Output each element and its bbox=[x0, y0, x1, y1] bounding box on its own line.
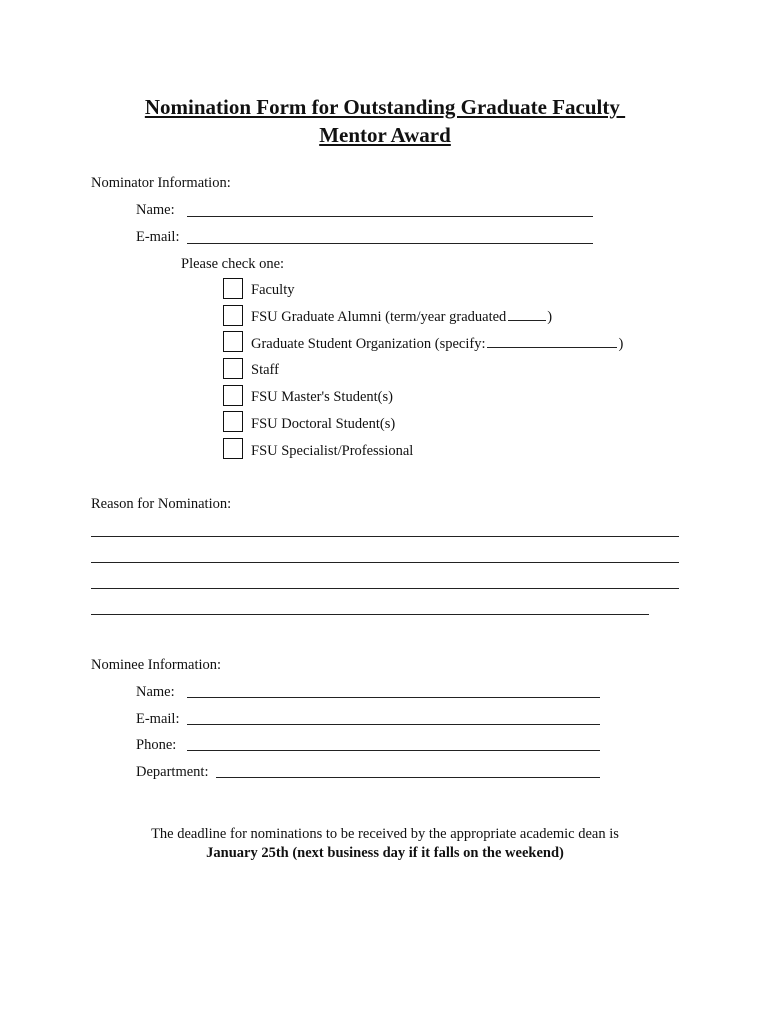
nominee-phone-field[interactable] bbox=[187, 750, 600, 751]
deadline-text: The deadline for nominations to be received by the appropriate academic dean is bbox=[151, 826, 619, 842]
nominator-email-field[interactable] bbox=[187, 243, 593, 244]
form-title-line-1: Nomination Form for Outstanding Graduate Faculty bbox=[144, 95, 626, 119]
option-graduate-student-org-suffix: ) bbox=[618, 336, 624, 352]
option-masters-student-label: FSU Master's Student(s) bbox=[251, 389, 393, 405]
check-one-prompt: Please check one: bbox=[181, 256, 285, 272]
option-doctoral-student-label: FSU Doctoral Student(s) bbox=[251, 416, 396, 432]
reason-line-2[interactable] bbox=[91, 562, 679, 563]
option-faculty-label: Faculty bbox=[251, 282, 295, 298]
nominee-email-field[interactable] bbox=[187, 724, 600, 725]
specialist-professional-checkbox[interactable] bbox=[223, 438, 243, 459]
nominee-name-label: Name: bbox=[136, 684, 175, 700]
nominator-email-label: E-mail: bbox=[136, 229, 180, 245]
option-graduate-alumni-label: FSU Graduate Alumni (term/year graduated bbox=[251, 309, 507, 325]
nominee-name-field[interactable] bbox=[187, 697, 600, 698]
doctoral-student-checkbox[interactable] bbox=[223, 411, 243, 432]
nominee-department-field[interactable] bbox=[216, 777, 600, 778]
nominator-heading: Nominator Information: bbox=[91, 175, 231, 191]
nominee-heading: Nominee Information: bbox=[91, 657, 222, 673]
nominee-department-label: Department: bbox=[136, 764, 209, 780]
reason-line-3[interactable] bbox=[91, 588, 679, 589]
staff-checkbox[interactable] bbox=[223, 358, 243, 379]
option-graduate-alumni bbox=[251, 308, 552, 326]
option-graduate-student-org-label: Graduate Student Organization (specify: bbox=[251, 336, 486, 352]
reason-line-4[interactable] bbox=[91, 614, 649, 615]
option-staff-label: Staff bbox=[251, 362, 279, 378]
nominator-name-label: Name: bbox=[136, 202, 175, 218]
nominee-email-label: E-mail: bbox=[136, 711, 180, 727]
option-specialist-professional-label: FSU Specialist/Professional bbox=[251, 443, 414, 459]
graduate-alumni-checkbox[interactable] bbox=[223, 305, 243, 326]
nominator-name-field[interactable] bbox=[187, 216, 593, 217]
deadline-date: January 25th (next business day if it falls on the weekend) bbox=[206, 845, 564, 861]
specify-org-field[interactable] bbox=[487, 346, 617, 348]
reason-line-1[interactable] bbox=[91, 536, 679, 537]
form-title-line-2: Mentor Award bbox=[319, 123, 451, 147]
reason-heading: Reason for Nomination: bbox=[91, 496, 232, 512]
graduate-student-org-checkbox[interactable] bbox=[223, 331, 243, 352]
option-graduate-student-org bbox=[251, 335, 623, 353]
option-graduate-alumni-suffix: ) bbox=[547, 309, 553, 325]
graduated-term-field[interactable] bbox=[508, 319, 546, 321]
faculty-checkbox[interactable] bbox=[223, 278, 243, 299]
masters-student-checkbox[interactable] bbox=[223, 385, 243, 406]
nominee-phone-label: Phone: bbox=[136, 737, 177, 753]
